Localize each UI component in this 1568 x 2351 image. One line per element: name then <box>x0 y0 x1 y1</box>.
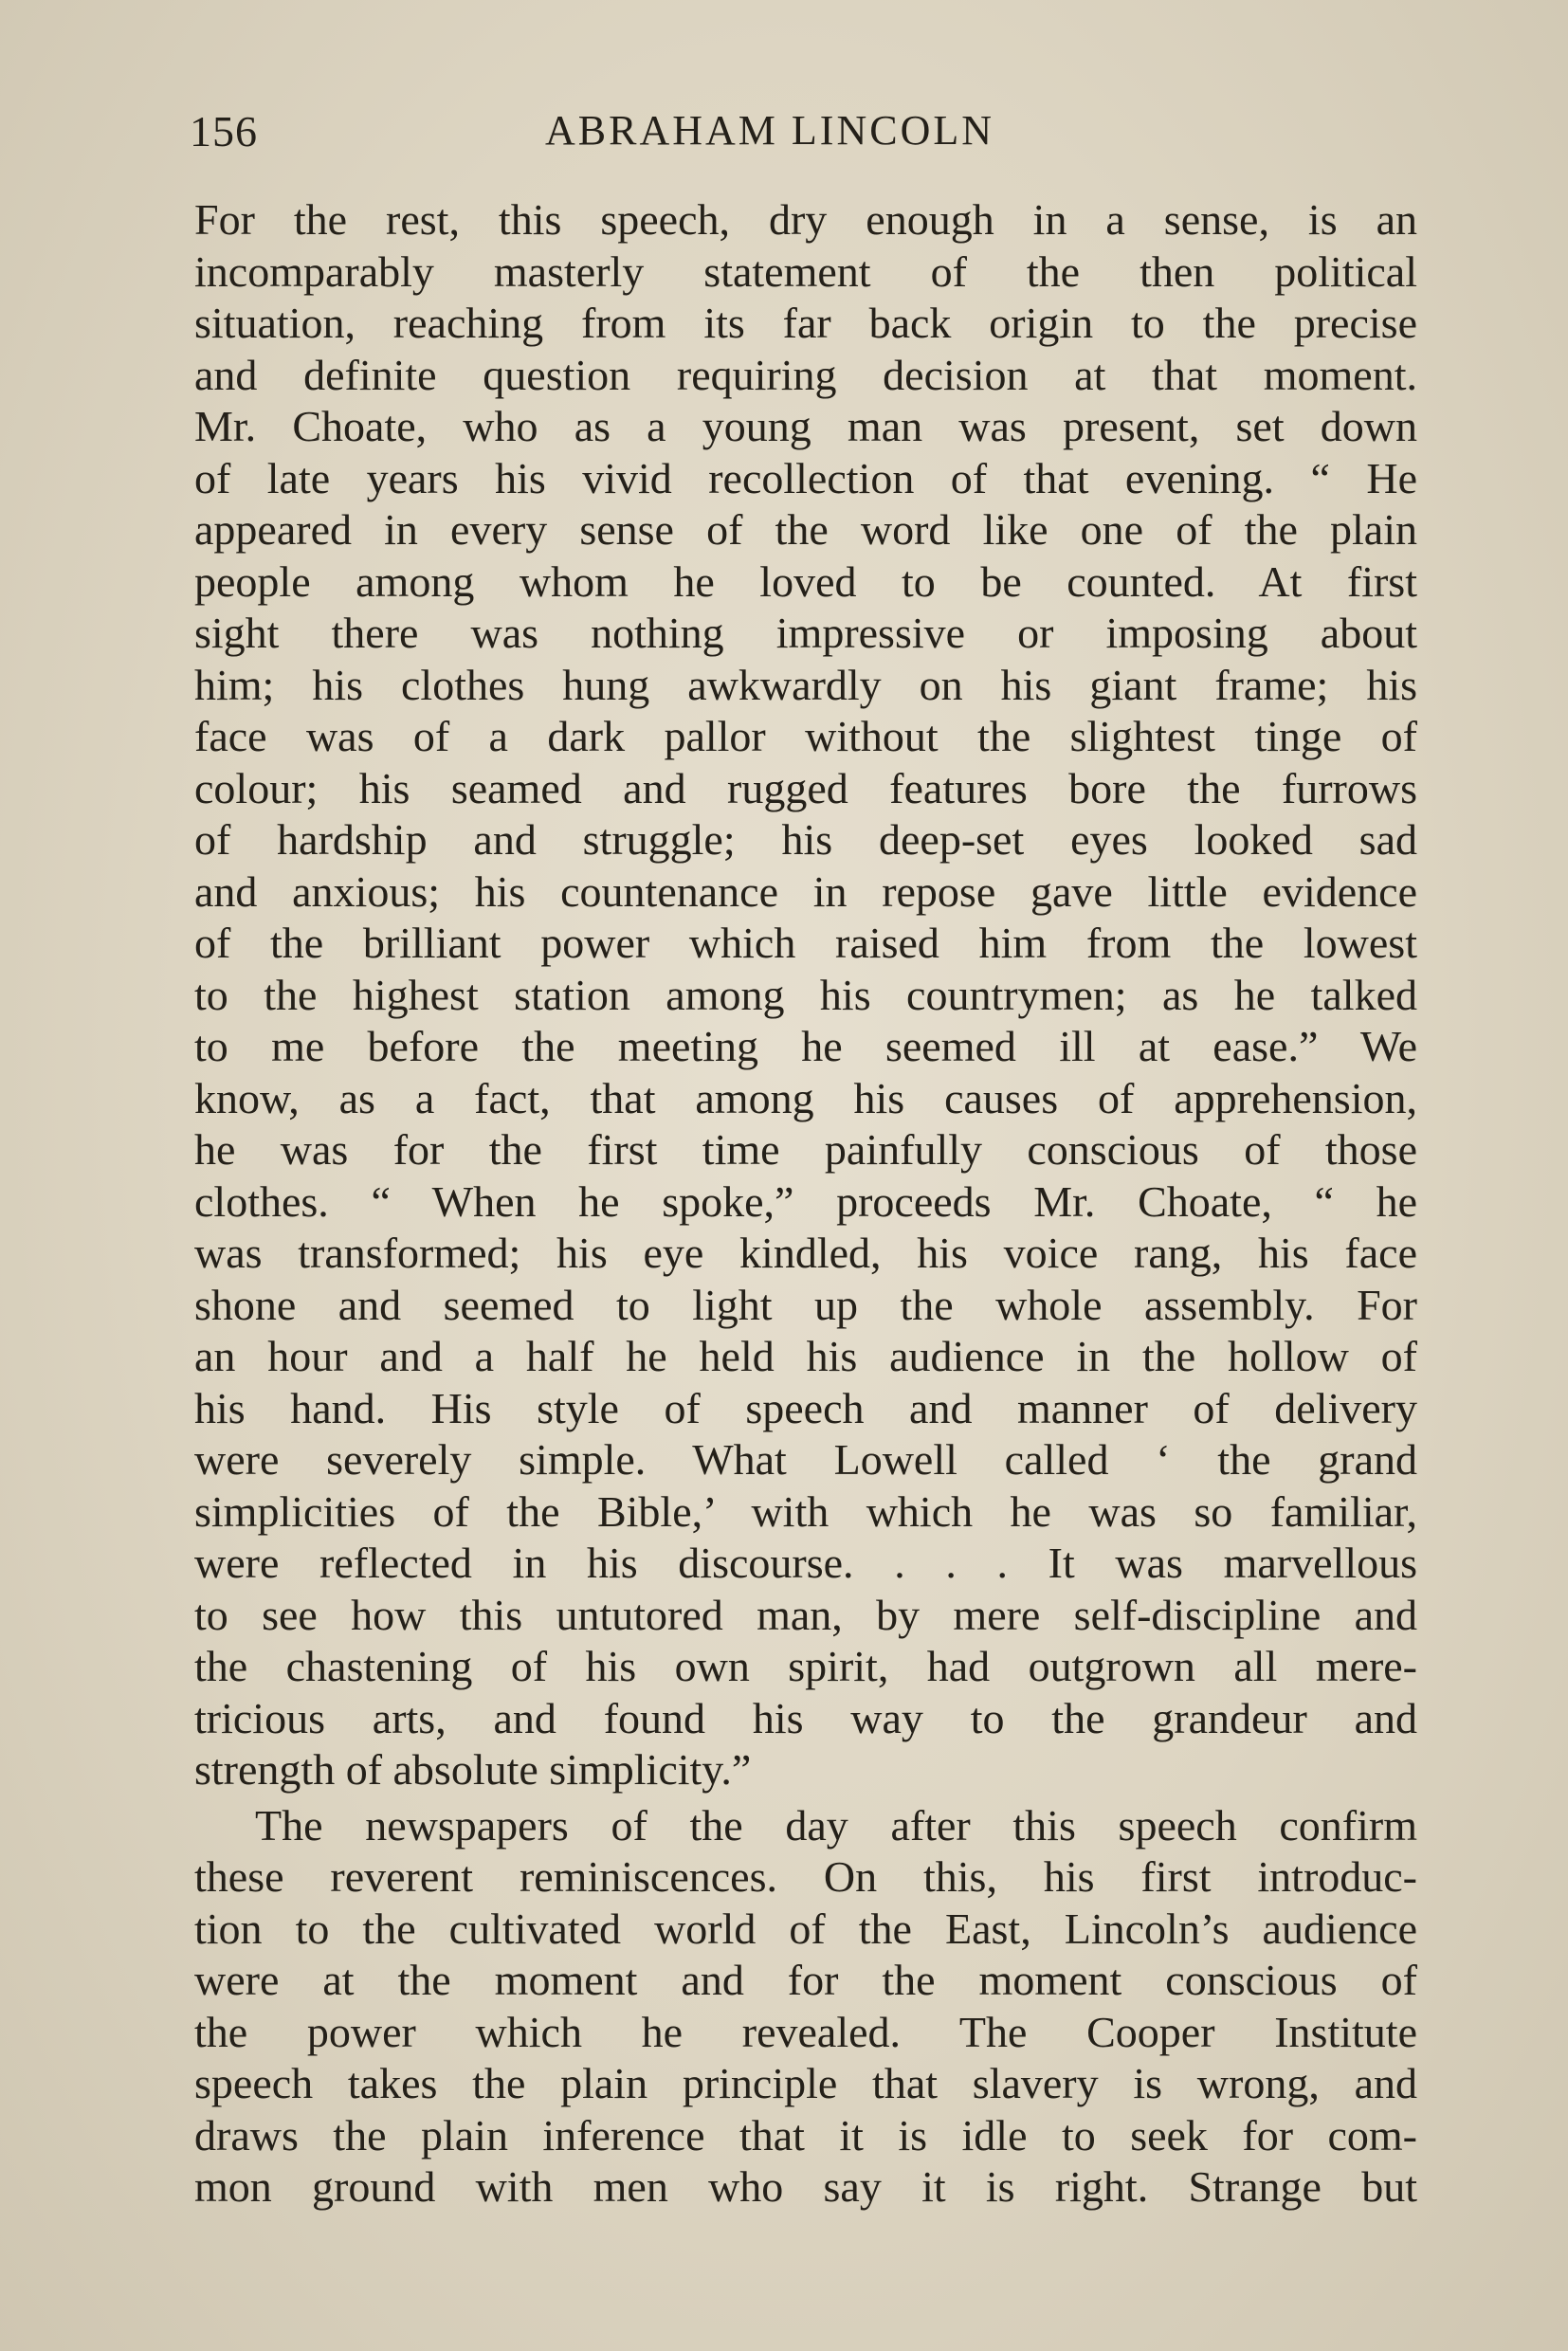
text-line: sight there was nothing impressive or imposing about <box>194 609 1417 657</box>
text-line: him; his clothes hung awkwardly on his giant frame; his <box>194 660 1417 709</box>
paragraph-2 <box>194 1800 1417 2214</box>
text-line: situation, reaching from its far back origin to the precise <box>194 299 1417 347</box>
text-line: speech takes the plain principle that slavery is wrong, and <box>194 2059 1417 2107</box>
text-line: the power which he revealed. The Cooper Institute <box>194 2007 1417 2056</box>
text-line: shone and seemed to light up the whole assembly. For <box>194 1280 1417 1329</box>
text-line: clothes. “ When he spoke,” proceeds Mr. Choate, “ he <box>194 1176 1417 1226</box>
text-line: face was of a dark pallor without the slightest tinge of <box>194 712 1417 760</box>
text-line: his hand. His style of speech and manner of delivery <box>194 1383 1417 1432</box>
text-line: and anxious; his countenance in repose gave little evidence <box>194 866 1417 916</box>
text-line: strength of absolute simplicity.” <box>194 1745 752 1794</box>
text-line: For the rest, this speech, dry enough in a sense, is an <box>194 195 1417 244</box>
text-line: know, as a fact, that among his causes of apprehension, <box>194 1073 1417 1122</box>
paragraph-1 <box>194 194 1417 1796</box>
text-line: The newspapers of the day after this speech confirm <box>255 1800 1417 1850</box>
text-line: mon ground with men who say it is right. Strange but <box>194 2162 1417 2211</box>
text-line: tion to the cultivated world of the East, Lincoln’s audience <box>194 1904 1417 1953</box>
text-line: were reflected in his discourse. . . . It was marvellous <box>194 1539 1417 1587</box>
text-line: colour; his seamed and rugged features bore the furrows <box>194 763 1417 812</box>
body-text <box>194 194 1417 2214</box>
text-line: to me before the meeting he seemed ill at ease.” We <box>194 1022 1417 1070</box>
text-line: of the brilliant power which raised him from the lowest <box>194 919 1417 967</box>
text-line: appeared in every sense of the word like one of the plain <box>194 505 1417 554</box>
text-line: simplicities of the Bible,’ with which he was so familiar, <box>194 1486 1417 1536</box>
text-line: incomparably masterly statement of the then political <box>194 246 1417 296</box>
text-line: to the highest station among his countrymen; as he talked <box>194 970 1417 1019</box>
running-title: ABRAHAM LINCOLN <box>545 107 994 154</box>
text-line: of hardship and struggle; his deep-set eyes looked sad <box>194 815 1417 864</box>
text-line: Mr. Choate, who as a young man was present, set down <box>194 402 1417 450</box>
text-line: of late years his vivid recollection of that evening. “ He <box>194 453 1417 502</box>
running-head <box>190 106 1422 173</box>
text-line: were severely simple. What Lowell called ‘ the grand <box>194 1435 1417 1484</box>
text-line: an hour and a half he held his audience in the hollow of <box>194 1332 1417 1380</box>
text-line: to see how this untutored man, by mere self-discipline and <box>194 1590 1417 1639</box>
text-line: these reverent reminiscences. On this, his first introduc- <box>194 1852 1417 1901</box>
text-line: draws the plain inference that it is idle to seek for com- <box>194 2110 1417 2160</box>
page-number: 156 <box>190 107 258 155</box>
text-line: people among whom he loved to be counted. At first <box>194 556 1417 606</box>
text-line: the chastening of his own spirit, had outgrown all mere- <box>194 1642 1417 1690</box>
text-line: were at the moment and for the moment conscious of <box>194 1956 1417 2004</box>
text-line: he was for the first time painfully conscious of those <box>194 1125 1417 1174</box>
text-line: was transformed; his eye kindled, his voice rang, his face <box>194 1229 1417 1277</box>
text-line: and definite question requiring decision at that moment. <box>194 350 1417 399</box>
text-line: tricious arts, and found his way to the grandeur and <box>194 1693 1417 1742</box>
